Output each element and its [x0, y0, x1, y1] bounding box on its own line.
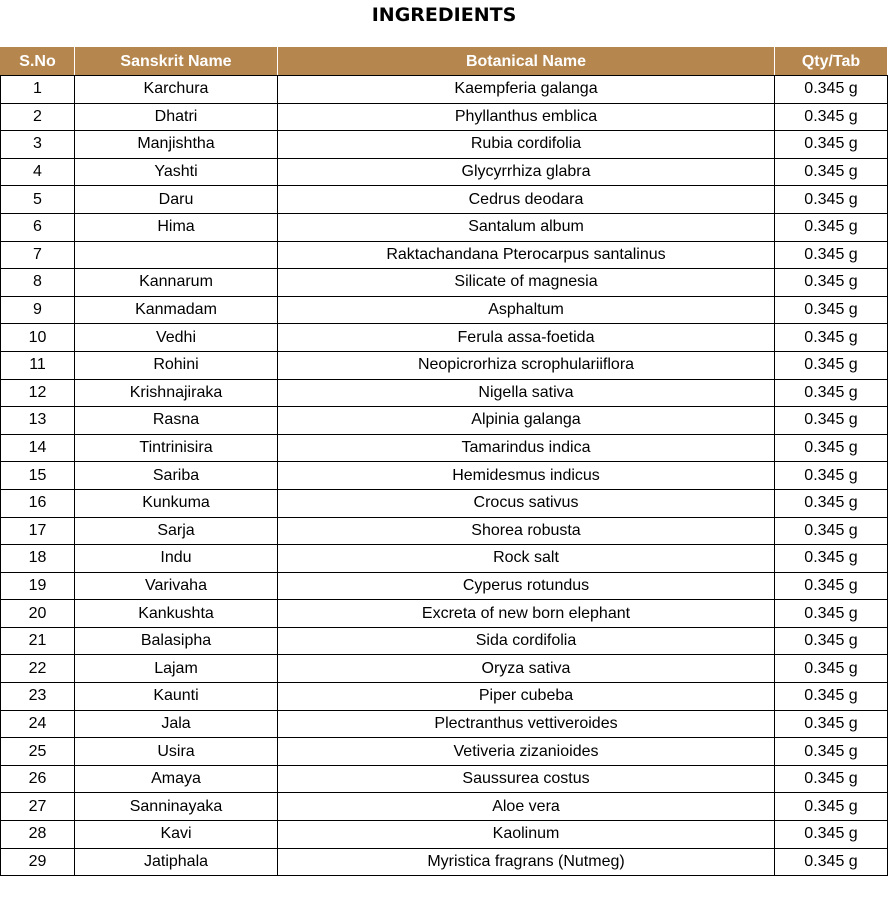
cell-sanskrit-name: Rohini	[75, 351, 278, 379]
cell-botanical-name: Sida cordifolia	[278, 627, 775, 655]
cell-botanical-name: Plectranthus vettiveroides	[278, 710, 775, 738]
cell-qty: 0.345 g	[775, 627, 888, 655]
cell-qty: 0.345 g	[775, 462, 888, 490]
cell-sanskrit-name: Sarja	[75, 517, 278, 545]
table-row	[1, 407, 888, 435]
cell-sanskrit-name: Kannarum	[75, 269, 278, 297]
header-sno: S.No	[1, 48, 75, 76]
cell-sno: 2	[1, 103, 75, 131]
cell-qty: 0.345 g	[775, 351, 888, 379]
cell-sno: 19	[1, 572, 75, 600]
cell-qty: 0.345 g	[775, 489, 888, 517]
cell-botanical-name: Kaolinum	[278, 821, 775, 849]
header-sanskrit-name: Sanskrit Name	[75, 48, 278, 76]
cell-qty: 0.345 g	[775, 131, 888, 159]
cell-sno: 22	[1, 655, 75, 683]
table-row	[1, 545, 888, 573]
cell-qty: 0.345 g	[775, 379, 888, 407]
table-row	[1, 489, 888, 517]
cell-sno: 28	[1, 821, 75, 849]
cell-qty: 0.345 g	[775, 269, 888, 297]
table-row	[1, 627, 888, 655]
cell-qty: 0.345 g	[775, 821, 888, 849]
table-row	[1, 269, 888, 297]
cell-botanical-name: Vetiveria zizanioides	[278, 738, 775, 766]
table-row	[1, 517, 888, 545]
cell-botanical-name: Saussurea costus	[278, 765, 775, 793]
header-row	[1, 48, 888, 76]
table-row	[1, 600, 888, 628]
cell-sno: 6	[1, 213, 75, 241]
cell-sno: 27	[1, 793, 75, 821]
cell-sno: 8	[1, 269, 75, 297]
cell-sanskrit-name: Dhatri	[75, 103, 278, 131]
cell-sanskrit-name: Indu	[75, 545, 278, 573]
cell-qty: 0.345 g	[775, 683, 888, 711]
cell-qty: 0.345 g	[775, 296, 888, 324]
cell-botanical-name: Crocus sativus	[278, 489, 775, 517]
table-row	[1, 572, 888, 600]
cell-botanical-name: Shorea robusta	[278, 517, 775, 545]
table-row	[1, 213, 888, 241]
cell-sanskrit-name: Kunkuma	[75, 489, 278, 517]
cell-sno: 11	[1, 351, 75, 379]
cell-sanskrit-name: Hima	[75, 213, 278, 241]
cell-sanskrit-name: Kankushta	[75, 600, 278, 628]
cell-sanskrit-name: Jatiphala	[75, 848, 278, 876]
cell-sanskrit-name: Daru	[75, 186, 278, 214]
cell-sno: 14	[1, 434, 75, 462]
cell-sno: 3	[1, 131, 75, 159]
cell-botanical-name: Rubia cordifolia	[278, 131, 775, 159]
cell-qty: 0.345 g	[775, 434, 888, 462]
table-row	[1, 379, 888, 407]
table-row	[1, 683, 888, 711]
cell-sanskrit-name: Amaya	[75, 765, 278, 793]
cell-botanical-name: Cyperus rotundus	[278, 572, 775, 600]
cell-sanskrit-name: Rasna	[75, 407, 278, 435]
cell-botanical-name: Glycyrrhiza glabra	[278, 158, 775, 186]
cell-botanical-name: Phyllanthus emblica	[278, 103, 775, 131]
cell-qty: 0.345 g	[775, 655, 888, 683]
table-row	[1, 434, 888, 462]
cell-sanskrit-name: Kavi	[75, 821, 278, 849]
table-row	[1, 296, 888, 324]
cell-qty: 0.345 g	[775, 324, 888, 352]
cell-qty: 0.345 g	[775, 407, 888, 435]
cell-botanical-name: Asphaltum	[278, 296, 775, 324]
cell-sno: 1	[1, 76, 75, 104]
table-row	[1, 793, 888, 821]
cell-sno: 13	[1, 407, 75, 435]
cell-sno: 24	[1, 710, 75, 738]
cell-sanskrit-name: Usira	[75, 738, 278, 766]
cell-sno: 20	[1, 600, 75, 628]
table-row	[1, 821, 888, 849]
cell-qty: 0.345 g	[775, 76, 888, 104]
cell-sno: 9	[1, 296, 75, 324]
cell-sno: 25	[1, 738, 75, 766]
cell-qty: 0.345 g	[775, 848, 888, 876]
cell-botanical-name: Alpinia galanga	[278, 407, 775, 435]
table-row	[1, 324, 888, 352]
cell-botanical-name: Silicate of magnesia	[278, 269, 775, 297]
cell-sanskrit-name: Lajam	[75, 655, 278, 683]
cell-sanskrit-name: Balasipha	[75, 627, 278, 655]
cell-sno: 15	[1, 462, 75, 490]
cell-sno: 12	[1, 379, 75, 407]
cell-qty: 0.345 g	[775, 241, 888, 269]
cell-qty: 0.345 g	[775, 572, 888, 600]
cell-botanical-name: Kaempferia galanga	[278, 76, 775, 104]
table-row	[1, 158, 888, 186]
table-row	[1, 131, 888, 159]
cell-sanskrit-name	[75, 241, 278, 269]
cell-botanical-name: Oryza sativa	[278, 655, 775, 683]
table-row	[1, 241, 888, 269]
table-row	[1, 103, 888, 131]
table-row	[1, 186, 888, 214]
cell-sanskrit-name: Jala	[75, 710, 278, 738]
cell-sanskrit-name: Tintrinisira	[75, 434, 278, 462]
cell-botanical-name: Aloe vera	[278, 793, 775, 821]
cell-sanskrit-name: Sariba	[75, 462, 278, 490]
table-row	[1, 848, 888, 876]
cell-botanical-name: Hemidesmus indicus	[278, 462, 775, 490]
cell-sanskrit-name: Krishnajiraka	[75, 379, 278, 407]
table-row	[1, 710, 888, 738]
cell-qty: 0.345 g	[775, 158, 888, 186]
cell-sanskrit-name: Yashti	[75, 158, 278, 186]
cell-qty: 0.345 g	[775, 738, 888, 766]
table-row	[1, 462, 888, 490]
cell-botanical-name: Piper cubeba	[278, 683, 775, 711]
cell-qty: 0.345 g	[775, 545, 888, 573]
cell-botanical-name: Excreta of new born elephant	[278, 600, 775, 628]
cell-sanskrit-name: Manjishtha	[75, 131, 278, 159]
cell-sno: 23	[1, 683, 75, 711]
cell-qty: 0.345 g	[775, 710, 888, 738]
cell-botanical-name: Rock salt	[278, 545, 775, 573]
header-qty-per-tab: Qty/Tab	[775, 48, 888, 76]
cell-sno: 16	[1, 489, 75, 517]
cell-sanskrit-name: Kanmadam	[75, 296, 278, 324]
cell-qty: 0.345 g	[775, 186, 888, 214]
cell-qty: 0.345 g	[775, 517, 888, 545]
table-row	[1, 76, 888, 104]
cell-sno: 17	[1, 517, 75, 545]
cell-botanical-name: Nigella sativa	[278, 379, 775, 407]
cell-sanskrit-name: Kaunti	[75, 683, 278, 711]
cell-sno: 21	[1, 627, 75, 655]
table-row	[1, 765, 888, 793]
cell-botanical-name: Tamarindus indica	[278, 434, 775, 462]
cell-botanical-name: Neopicrorhiza scrophulariiflora	[278, 351, 775, 379]
page-title: INGREDIENTS	[371, 4, 517, 26]
cell-botanical-name: Raktachandana Pterocarpus santalinus	[278, 241, 775, 269]
cell-botanical-name: Santalum album	[278, 213, 775, 241]
cell-sno: 5	[1, 186, 75, 214]
ingredients-table	[0, 47, 888, 876]
table-row	[1, 738, 888, 766]
cell-sno: 18	[1, 545, 75, 573]
cell-botanical-name: Cedrus deodara	[278, 186, 775, 214]
cell-qty: 0.345 g	[775, 213, 888, 241]
cell-sanskrit-name: Sanninayaka	[75, 793, 278, 821]
cell-sanskrit-name: Karchura	[75, 76, 278, 104]
table-row	[1, 351, 888, 379]
cell-sno: 29	[1, 848, 75, 876]
cell-qty: 0.345 g	[775, 793, 888, 821]
cell-sanskrit-name: Vedhi	[75, 324, 278, 352]
cell-sanskrit-name: Varivaha	[75, 572, 278, 600]
table-row	[1, 655, 888, 683]
cell-qty: 0.345 g	[775, 600, 888, 628]
cell-botanical-name: Ferula assa-foetida	[278, 324, 775, 352]
cell-sno: 7	[1, 241, 75, 269]
cell-qty: 0.345 g	[775, 765, 888, 793]
cell-sno: 10	[1, 324, 75, 352]
cell-sno: 26	[1, 765, 75, 793]
cell-qty: 0.345 g	[775, 103, 888, 131]
cell-sno: 4	[1, 158, 75, 186]
cell-botanical-name: Myristica fragrans (Nutmeg)	[278, 848, 775, 876]
header-botanical-name: Botanical Name	[278, 48, 775, 76]
